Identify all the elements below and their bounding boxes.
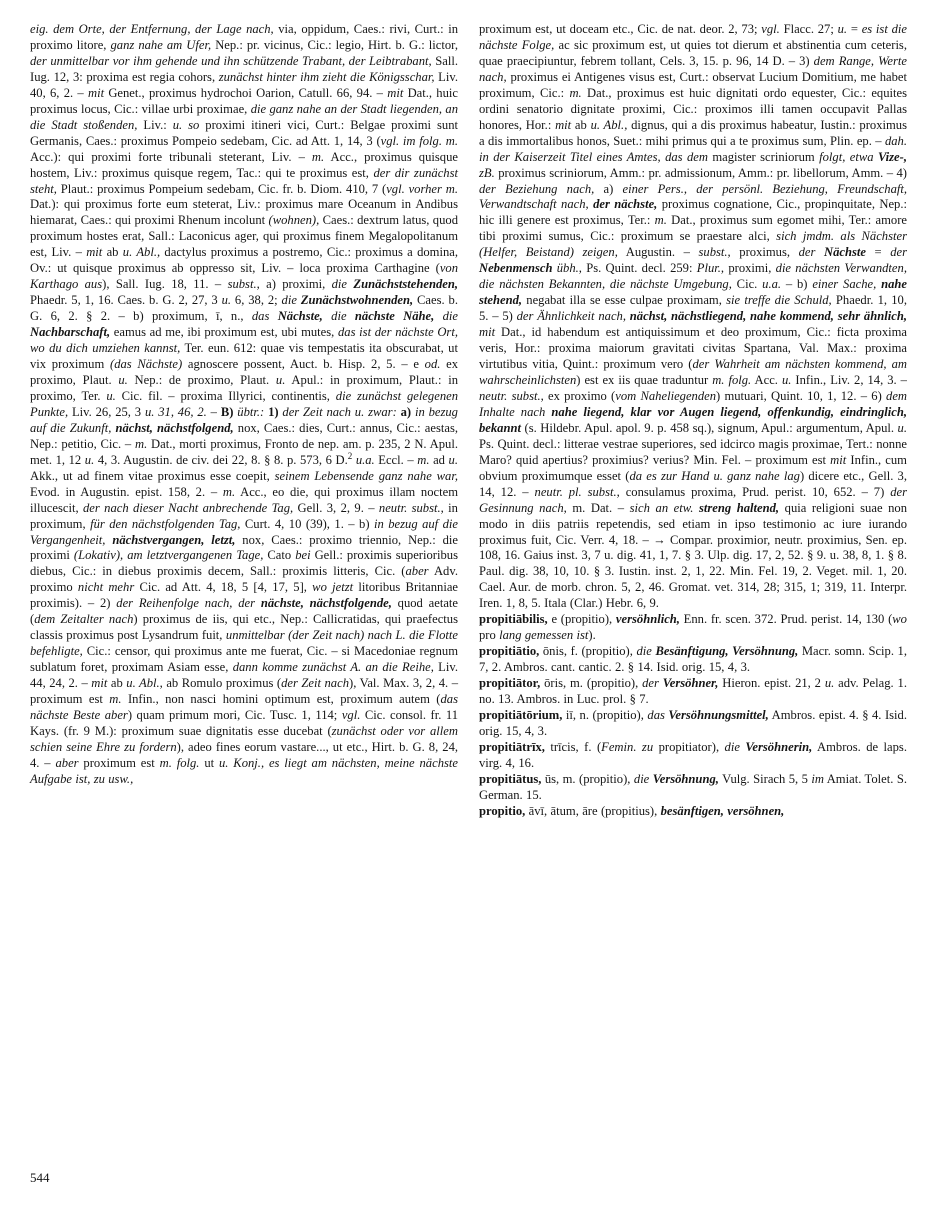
right-column — [479, 22, 907, 820]
entry-propitiator: propitiātor, ōris, m. (propitio), der Versöhner, Hieron. epist. 21, 2 u. adv. Pelag. 1. no. 13. Ambros. in Luc. prol. § 7. — [479, 676, 907, 707]
entry-propitiabilis: propitiābilis, e (propitio), versöhnlich, Enn. fr. scen. 372. Prud. perist. 14, 130 (wo pro lang gemessen ist). — [479, 612, 907, 643]
left-column — [30, 22, 458, 820]
entry-propitiatrix: propitiātrīx, trīcis, f. (Femin. zu propitiator), die Versöhnerin, Ambros. de laps. virg. 4, 16. — [479, 739, 907, 770]
entry-propitio: propitio, āvī, ātum, āre (propitius), besänftigen, versöhnen, — [479, 803, 785, 818]
entry-proximus-continuation: eig. dem Orte, der Entfernung, der Lage nach, via, oppidum, Caes.: rivi, Curt.: in proximo litore, ganz nahe am Ufer, Nep.: pr. vicinus, Cic.: legio, Hirt. b. G.: lictor, der unmittelbar vor ihm gehende und ihn schützende Trabant, der Leibtrabant, Sall. Iug. 12, 3: proxima est regia cohors, zunächst hinter ihm zieht die Königsschar, Liv. 40, 6, 2. – mit Genet., proximus hydrochoi Oarion, Catull. 66, 94. – mit Dat., huic proximus locus, Cic.: villae urbi proximae, die ganz nahe an der Stadt liegenden, an die Stadt stoßenden, Liv.: u. so proximi itineri vici, Curt.: Belgae proximi sunt Germanis, Caes.: proximus Pompeio sedebam, Cic. ad Att. 1, 14, 3 (vgl. im folg. m. Acc.): qui proximi forte tribunali steterant, Liv. – m. Acc., proximus quisque hostem, Liv.: proximus quisque regem, Tac.: qui te proximus est, der dir zunächst steht, Plaut.: proximus Pompeium sedebam, Cic. fr. b. Diom. 410, 7 (vgl. vorher m. Dat.): qui proximus forte eum steterat, Liv.: proximus mare Oceanum in Andibus hiemarat, Caes.: qui proximi Rhenum incolunt (wohnen), Caes.: dextrum latus, quod proximum hostes erat, Sall.: Laconicus ager, qui proximus finem Megalopolitanum est, Liv. – mit ab u. Abl., dactylus proximus a postremo, Cic.: proximus a domina, Ov.: ut quisque proximus ab oppresso sit, Liv. – loca proxima Carthagine (von Karthago aus), Sall. Iug. 18, 11. – subst., a) proximi, die Zunächststehenden, Phaedr. 5, 1, 16. Caes. b. G. 2, 27, 3 u. 6, 38, 2; die Zunächstwohnenden, Caes. b. G. 6, 2. § 2. – b) proximum, ī, n., das Nächste, die nächste Nähe, die Nachbarschaft, eamus ad me, ibi proximum est, ubi mutes, das ist der nächste Ort, wo du dich umziehen kannst, Ter. eun. 612: quae vis tempestatis ita obscurabat, ut vix proximum (das Nächste) agnoscere possent, Auct. b. Hisp. 2, 5. – e od. ex proximo, Plaut. u. Nep.: de proximo, Plaut. u. Apul.: in proximum, Plaut.: in proximo, Ter. u. Cic. fil. – proxima Illyrici, continentis, die zunächst gelegenen Punkte, Liv. 26, 25, 3 u. 31, 46, 2. – B) übtr.: 1) der Zeit nach u. zwar: a) in bezug auf die Zukunft, nächst, nächstfolgend, nox, Caes.: dies, Curt.: annus, Cic.: aestas, Nep.: petitio, Cic. – m. Dat., morti proximus, Fronto de nep. am. p. 235, 2 N. Apul. met. 1, 12 u. 4, 3. Augustin. de civ. dei 22, 8. § 8. p. 573, 6 D.$^2$ u.a. Eccl. – m. ad u. Akk., ut ad finem vitae proximus esse coepit, seinem Lebensende ganz nahe war, Evod. in Augustin. epist. 158, 2. – m. Acc., eo die, qui proximus illam noctem illucescit, der nach dieser Nacht anbrechende Tag, Gell. 3, 2, 9. – neutr. subst., in proximum, für den nächstfolgenden Tag, Curt. 4, 10 (39), 1. – b) in bezug auf die Vergangenheit, nächstvergangen, letzt, nox, Caes.: proximo triennio, Nep.: die proximi (Lokativ), am letztvergangenen Tage, Cato bei Gell.: proximis superioribus diebus, Cic.: in diebus proximis decem, Sall.: proximis litteris, Cic. (aber Adv. proximo nicht mehr Cic. ad Att. 4, 18, 5 [4, 17, 5], wo jetzt litoribus Britanniae proximis). – 2) der Reihenfolge nach, der nächste, nächstfolgende, quod aetate (dem Zeitalter nach) proximus de iis, qui etc., Nep.: Callicratidas, qui praefectus classis proximus post Lysandrum fuit, unmittelbar (der Zeit nach) nach L. die Flotte befehligte, Cic.: censor, qui proximus ante me fuerat, Cic. – si Macedoniae regnum sublatum foret, proximam Asiam esse, dann komme zunächst A. an die Reihe, Liv. 44, 24, 2. – mit ab u. Abl., ab Romulo proximus (der Zeit nach), Val. Max. 3, 2, 4. – proximum est m. Infin., non nasci homini optimum est, proximum autem (das nächste Beste aber) quam primum mori, Cic. Tusc. 1, 114; vgl. Cic. consol. fr. 11 Kays. (fr. 9 M.): proximum suae dignitatis esse ducebat (zunächst oder vor allem schien seine Ehre zu fordern), adeo fines eorum vastare..., ut etc., Hirt. b. G. 8, 24, 4. – aber proximum est m. folg. ut u. Konj., es liegt am nächsten, meine nächste Aufgabe ist, zu usw., — [30, 22, 459, 786]
page-number: 544 — [30, 1170, 50, 1185]
entry-propitiatorium: propitiātōrium, iī, n. (propitio), das Versöhnungsmittel, Ambros. epist. 4. § 4. Isid. orig. 15, 4, 3. — [479, 707, 907, 738]
entry-proximus-continuation-2: proximum est, ut doceam etc., Cic. de nat. deor. 2, 73; vgl. Flacc. 27; u. = es ist die nächste Folge, ac sic proximum est, ut quies tot dierum et abstinentia cum ceteris, quae praecipiuntur, febrem tollant, Cels. 3, 15. p. 96, 14 D. – 3) dem Range, Werte nach, proximus ei Antigenes visus est, Curt.: observat Lucium Domitium, me habet proximum, Cic.: m. Dat., proximus est huic dignitati ordo equester, Cic.: equites ordini senatorio dignitate proximi, Cic.: proximos illi tamen occupavit Pallas honores, Hor.: mit ab u. Abl., dignus, qui a dis proximus habeatur, Iustin.: proximus a dis immortalibus honos, Suet.: mihi primus qui a te proximus sum, Plin. ep. – dah. in der Kaiserzeit Titel eines Amtes, das dem magister scriniorum folgt, etwa Vize-, zB. proximus scriniorum, Amm.: pr. admissionum, Amm.: pr. libellorum, Amm. – 4) der Beziehung nach, a) einer Pers., der persönl. Beziehung, Freundschaft, Verwandtschaft nach, der nächste, proximus cognatione, Cic., propinquitate, Nep.: hic illi genere est proximus, Ter.: m. Dat., proximus sum egomet mihi, Ter.: amore tibi proximi sumus, Cic.: proximum se praestare alci, sich jmdm. als Nächster (Helfer, Beistand) zeigen, Augustin. – subst., proximus, der Nächste = der Nebenmensch übh., Ps. Quint. decl. 259: Plur., proximi, die nächsten Verwandten, die nächsten Bekannten, die nächste Umgebung, Cic. u.a. – b) einer Sache, nahe stehend, negabat illa se esse culpae proximam, sie treffe die Schuld, Phaedr. 1, 10, 5. – 5) der Ähnlichkeit nach, nächst, nächstliegend, nahe kommend, sehr ähnlich, mit Dat., id habendum est antiquissimum et deo proximum, Cic.: ficta proxima veris, Hor.: proxima maiorum gravitati civitas Spartana, Val. Max.: proxima virtutibus vitia, Quint.: proximum vero (der Wahrheit am nächsten kommend, am wahrscheinlichsten) est ex iis quae traduntur m. folg. Acc. u. Infin., Liv. 2, 14, 3. – neutr. subst., ex proximo (vom Naheliegenden) mutuari, Quint. 10, 1, 12. – 6) dem Inhalte nach nahe liegend, klar vor Augen liegend, offenkundig, eindringlich, bekannt (s. Hildebr. Apul. apol. 9. p. 458 sq.), signum, Apul.: argumentum, Apul. u. Ps. Quint. decl.: litterae vestrae superiores, sed idcirco magis proximae, Tert.: nonne Maro? quid apertius? proximius? verius? Min. Fel. – proximum est mit Infin., cum obvium proximumque esset (da es zur Hand u. ganz nahe lag) dicere etc., Gell. 3, 14, 12. – neutr. pl. subst., consulamus proxima, Prud. perist. 10, 652. – 7) der Gesinnung nach, m. Dat. – sich an etw. streng haltend, quia religioni suae non modo in diis patriis repetendis, sed etiam in ipso testimonio ac iure iurando proximus fuit, Cic. Verr. 4, 18. – → Compar. proximior, neutr. proximius, Sen. ep. 108, 16. Gaius inst. 3, 7 u. dig. 41, 1, 7. § 3. Ulp. dig. 17, 2, 52. § 9. u. 38, 8, 1. § 8. Paul. dig. 38, 10, 10. § 3. Iustin. inst. 2, 1, 22. Min. Fel. 19, 2. Veget. mil. 1, 20. Cael. Aur. de morb. chron. 5, 2, 46. Gromat. vet. 314, 28; 315, 1; 319, 11. Interpr. Iren. 1, 8, 5. Itala (Clar.) Hebr. 6, 9. — [479, 22, 908, 611]
entry-propitiatus: propitiātus, ūs, m. (propitio), die Versöhnung, Vulg. Sirach 5, 5 im Amiat. Tolet. S. German. 15. — [479, 771, 907, 802]
text-columns — [30, 22, 907, 820]
entry-propitiatio: propitiātio, ōnis, f. (propitio), die Besänftigung, Versöhnung, Macr. somn. Scip. 1, 7, 2. Ambros. cant. cantic. 2. § 14. Isid. orig. 15, 4, 3. — [479, 644, 908, 675]
